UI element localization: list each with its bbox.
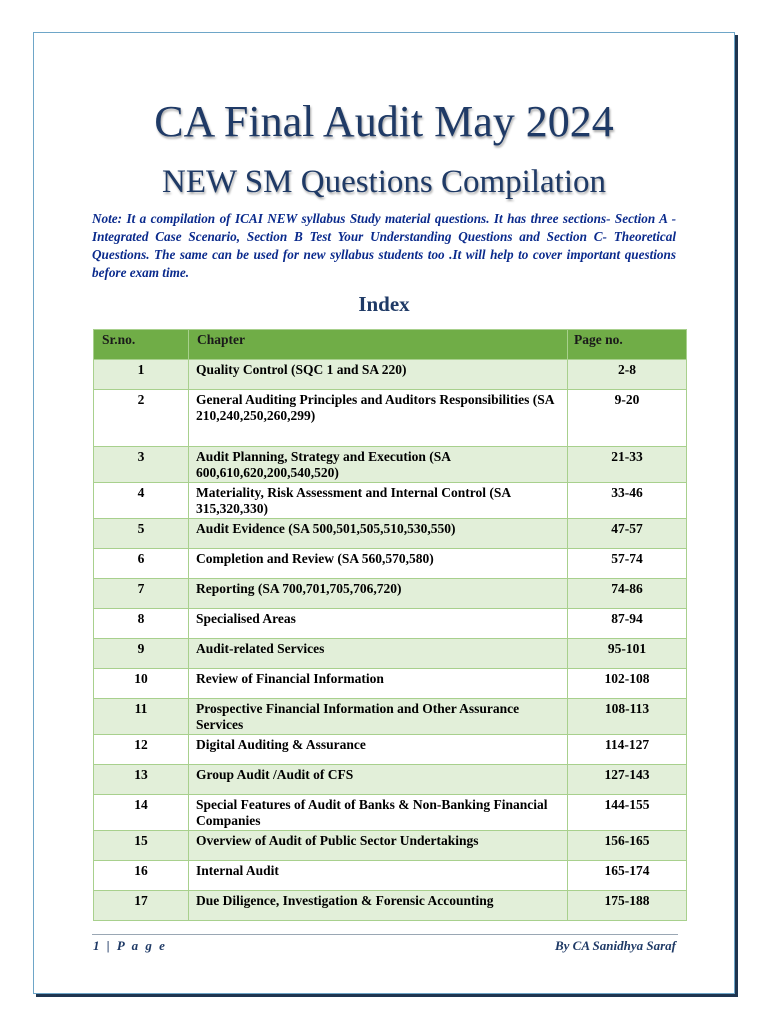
table-row (94, 579, 687, 609)
index-table (93, 329, 687, 921)
column-header-srno: Sr.no. (94, 330, 189, 360)
row-srno: 5 (94, 519, 189, 549)
row-chapter: Review of Financial Information (189, 669, 568, 699)
table-row (94, 861, 687, 891)
row-srno: 4 (94, 483, 189, 519)
table-row (94, 390, 687, 447)
row-pages: 2-8 (568, 360, 687, 390)
table-row (94, 519, 687, 549)
table-row (94, 669, 687, 699)
row-srno: 14 (94, 795, 189, 831)
row-chapter: Overview of Audit of Public Sector Undertakings (189, 831, 568, 861)
row-chapter: Special Features of Audit of Banks & Non-Banking Financial Companies (189, 795, 568, 831)
row-chapter: Prospective Financial Information and Other Assurance Services (189, 699, 568, 735)
row-srno: 9 (94, 639, 189, 669)
row-chapter: Quality Control (SQC 1 and SA 220) (189, 360, 568, 390)
row-chapter: Specialised Areas (189, 609, 568, 639)
footer-divider (92, 934, 678, 935)
column-header-chapter: Chapter (189, 330, 568, 360)
table-row (94, 549, 687, 579)
row-pages: 33-46 (568, 483, 687, 519)
row-srno: 15 (94, 831, 189, 861)
table-row (94, 699, 687, 735)
row-srno: 10 (94, 669, 189, 699)
row-pages: 114-127 (568, 735, 687, 765)
table-row (94, 609, 687, 639)
row-pages: 127-143 (568, 765, 687, 795)
page-number: 1 | P a g e (93, 938, 167, 953)
document-subtitle: NEW SM Questions Compilation (162, 164, 606, 200)
row-srno: 17 (94, 891, 189, 921)
row-pages: 165-174 (568, 861, 687, 891)
row-chapter: Audit Planning, Strategy and Execution (SA 600,610,620,200,540,520) (189, 447, 568, 483)
row-srno: 12 (94, 735, 189, 765)
row-srno: 16 (94, 861, 189, 891)
row-srno: 6 (94, 549, 189, 579)
table-row (94, 831, 687, 861)
row-srno: 11 (94, 699, 189, 735)
row-pages: 156-165 (568, 831, 687, 861)
table-row (94, 639, 687, 669)
row-srno: 8 (94, 609, 189, 639)
table-row (94, 795, 687, 831)
row-chapter: Group Audit /Audit of CFS (189, 765, 568, 795)
row-chapter: Audit Evidence (SA 500,501,505,510,530,550) (189, 519, 568, 549)
row-srno: 3 (94, 447, 189, 483)
row-pages: 108-113 (568, 699, 687, 735)
row-chapter: Audit-related Services (189, 639, 568, 669)
row-pages: 47-57 (568, 519, 687, 549)
row-srno: 2 (94, 390, 189, 447)
table-row (94, 360, 687, 390)
row-pages: 144-155 (568, 795, 687, 831)
row-pages: 9-20 (568, 390, 687, 447)
author-credit: By CA Sanidhya Saraf (554, 938, 676, 953)
table-row (94, 765, 687, 795)
intro-note: Note: It a compilation of ICAI NEW syllabus Study material questions. It has three sections- Section A - Integrated Case Scenario, Section B Test Your Understanding Questions and Section C- Theoretical Questions. The same can be used for new syllabus students too .It will help to cover important questions before exam time. (92, 211, 676, 280)
row-pages: 102-108 (568, 669, 687, 699)
row-chapter: Completion and Review (SA 560,570,580) (189, 549, 568, 579)
row-srno: 1 (94, 360, 189, 390)
table-row (94, 447, 687, 483)
row-chapter: Internal Audit (189, 861, 568, 891)
row-chapter: Reporting (SA 700,701,705,706,720) (189, 579, 568, 609)
column-header-pages: Page no. (568, 330, 687, 360)
row-pages: 74-86 (568, 579, 687, 609)
document-title: CA Final Audit May 2024 (154, 97, 614, 146)
row-srno: 13 (94, 765, 189, 795)
row-pages: 21-33 (568, 447, 687, 483)
table-row (94, 891, 687, 921)
table-row (94, 483, 687, 519)
row-chapter: General Auditing Principles and Auditors Responsibilities (SA 210,240,250,260,299) (189, 390, 568, 447)
row-chapter: Digital Auditing & Assurance (189, 735, 568, 765)
row-chapter: Due Diligence, Investigation & Forensic Accounting (189, 891, 568, 921)
index-heading: Index (358, 292, 410, 316)
row-pages: 175-188 (568, 891, 687, 921)
row-chapter: Materiality, Risk Assessment and Internal Control (SA 315,320,330) (189, 483, 568, 519)
table-header-row (94, 330, 687, 360)
row-pages: 87-94 (568, 609, 687, 639)
table-row (94, 735, 687, 765)
row-srno: 7 (94, 579, 189, 609)
row-pages: 57-74 (568, 549, 687, 579)
row-pages: 95-101 (568, 639, 687, 669)
